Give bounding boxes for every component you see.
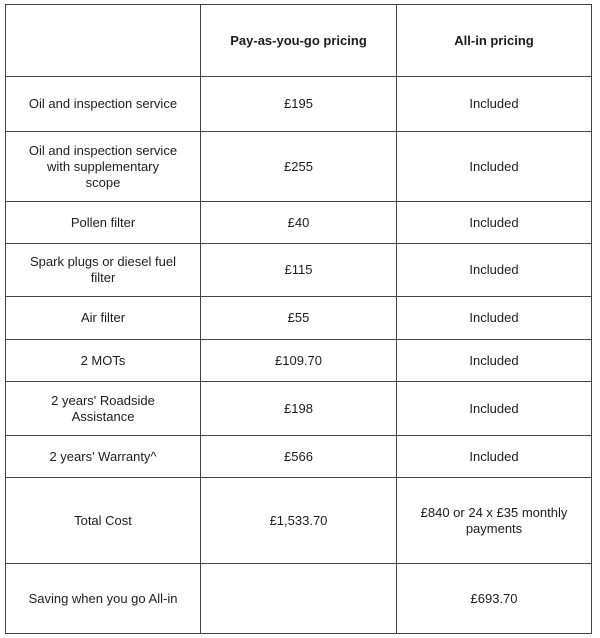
- table-row: [6, 202, 592, 244]
- row-allin-cell: Included: [397, 340, 592, 382]
- pricing-comparison-table: [5, 4, 592, 634]
- header-item-cell: [6, 5, 201, 77]
- row-payg-cell: £109.70: [201, 340, 397, 382]
- row-payg-cell: £566: [201, 436, 397, 478]
- row-allin-cell: Included: [397, 382, 592, 436]
- table-row: [6, 297, 592, 340]
- row-allin-cell: Included: [397, 297, 592, 340]
- row-payg-cell: £198: [201, 382, 397, 436]
- row-allin-cell: Included: [397, 202, 592, 244]
- row-payg-cell: £55: [201, 297, 397, 340]
- total-allin-cell: £840 or 24 x £35 monthly payments: [397, 478, 592, 564]
- table-row: [6, 244, 592, 297]
- row-item-cell: Pollen filter: [6, 202, 201, 244]
- header-allin-cell: All-in pricing: [397, 5, 592, 77]
- row-item-cell: 2 years' Warranty^: [6, 436, 201, 478]
- row-payg-cell: £195: [201, 77, 397, 132]
- row-payg-cell: £40: [201, 202, 397, 244]
- saving-row: [6, 564, 592, 634]
- row-item-cell: 2 MOTs: [6, 340, 201, 382]
- table-row: [6, 436, 592, 478]
- header-payg-cell: Pay-as-you-go pricing: [201, 5, 397, 77]
- saving-payg-cell: [201, 564, 397, 634]
- row-item-cell: 2 years' Roadside Assistance: [6, 382, 201, 436]
- total-row: [6, 478, 592, 564]
- row-allin-cell: Included: [397, 132, 592, 202]
- total-payg-cell: £1,533.70: [201, 478, 397, 564]
- row-item-cell: Spark plugs or diesel fuel filter: [6, 244, 201, 297]
- row-item-cell: Oil and inspection service with supplementary scope: [6, 132, 201, 202]
- row-item-cell: Air filter: [6, 297, 201, 340]
- table-row: [6, 77, 592, 132]
- row-allin-cell: Included: [397, 244, 592, 297]
- table-row: [6, 340, 592, 382]
- table-row: [6, 382, 592, 436]
- table-row: [6, 132, 592, 202]
- table-header-row: [6, 5, 592, 77]
- row-item-cell: Oil and inspection service: [6, 77, 201, 132]
- total-item-cell: Total Cost: [6, 478, 201, 564]
- row-payg-cell: £255: [201, 132, 397, 202]
- row-payg-cell: £115: [201, 244, 397, 297]
- saving-amount-cell: £693.70: [397, 564, 592, 634]
- row-allin-cell: Included: [397, 436, 592, 478]
- saving-item-cell: Saving when you go All-in: [6, 564, 201, 634]
- row-allin-cell: Included: [397, 77, 592, 132]
